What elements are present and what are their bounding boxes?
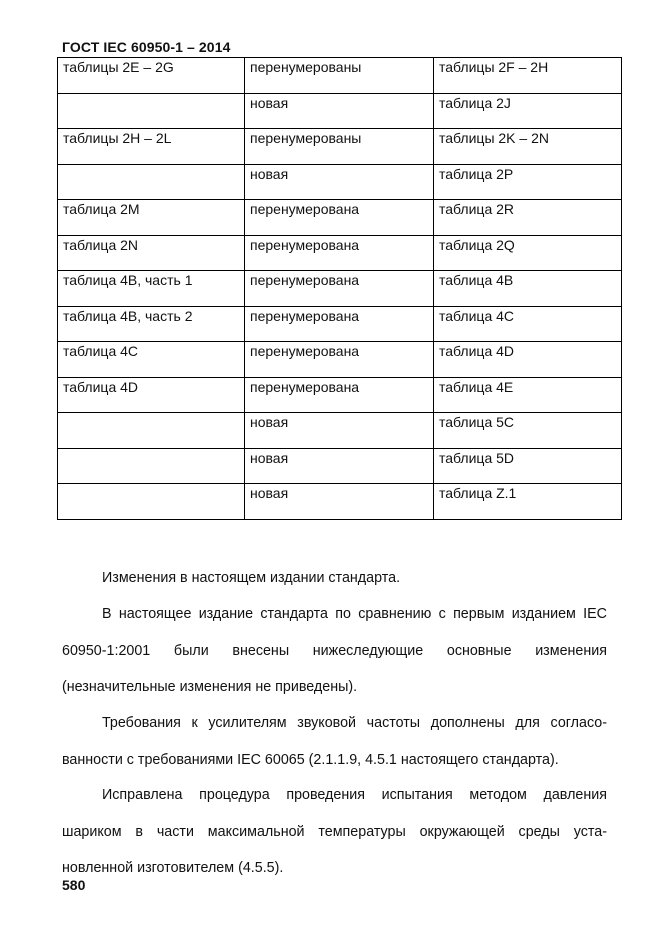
table-cell: перенумерована bbox=[245, 271, 434, 307]
table-cell: перенумерованы bbox=[245, 129, 434, 165]
table-cell: перенумерована bbox=[245, 342, 434, 378]
paragraph-text: В настоящее издание стандарта по сравнению с первым изданием IEC 60950-1:2001 были внесены нижеследующие основные изменения (незначительные изменения не приведены). bbox=[62, 606, 607, 695]
table-cell bbox=[58, 484, 245, 520]
table-row bbox=[58, 448, 622, 484]
table-cell: перенумерованы bbox=[245, 58, 434, 94]
table-cell: таблица 5D bbox=[434, 448, 622, 484]
table-cell: таблица 2M bbox=[58, 200, 245, 236]
table-row bbox=[58, 93, 622, 129]
table-cell: новая bbox=[245, 164, 434, 200]
document-header: ГОСТ IEC 60950-1 – 2014 bbox=[62, 39, 231, 55]
table-cell: таблица 2P bbox=[434, 164, 622, 200]
table-cell: новая bbox=[245, 484, 434, 520]
table-cell: таблица 2Q bbox=[434, 235, 622, 271]
table-row bbox=[58, 306, 622, 342]
table-cell bbox=[58, 93, 245, 129]
table-cell: новая bbox=[245, 448, 434, 484]
table-row bbox=[58, 271, 622, 307]
table-row bbox=[58, 342, 622, 378]
table-cell bbox=[58, 164, 245, 200]
table-cell: таблица 4B bbox=[434, 271, 622, 307]
table-cell: таблица 4C bbox=[434, 306, 622, 342]
table-cell: таблица 4D bbox=[434, 342, 622, 378]
table-row bbox=[58, 484, 622, 520]
table-cell: перенумерована bbox=[245, 235, 434, 271]
paragraph-changes-intro bbox=[62, 560, 607, 597]
table-cell: таблица 4B, часть 1 bbox=[58, 271, 245, 307]
paragraph-ball-pressure-test bbox=[62, 777, 607, 887]
table-cell: перенумерована bbox=[245, 200, 434, 236]
table-row bbox=[58, 235, 622, 271]
table-cell: перенумерована bbox=[245, 306, 434, 342]
table-row bbox=[58, 413, 622, 449]
paragraph-main-changes bbox=[62, 596, 607, 706]
table-cell: таблица 2N bbox=[58, 235, 245, 271]
paragraph-audio-amplifiers bbox=[62, 705, 607, 778]
table-cell: таблицы 2E – 2G bbox=[58, 58, 245, 94]
paragraph-text: Исправлена процедура проведения испытания методом давления шариком в части максимальной температуры окружающей среды уста-новленной изготовителем (4.5.5). bbox=[62, 787, 607, 876]
table-cell bbox=[58, 413, 245, 449]
page-number: 580 bbox=[62, 877, 86, 893]
table-cell: таблица Z.1 bbox=[434, 484, 622, 520]
table-cell: таблица 4E bbox=[434, 377, 622, 413]
table-cell: таблицы 2H – 2L bbox=[58, 129, 245, 165]
table-row bbox=[58, 129, 622, 165]
table-cell: таблица 2R bbox=[434, 200, 622, 236]
table-row bbox=[58, 377, 622, 413]
table-row bbox=[58, 164, 622, 200]
paragraph-text: Требования к усилителям звуковой частоты дополнены для согласо-ванности с требованиями IEC 60065 (2.1.1.9, 4.5.1 настоящего стандарта). bbox=[62, 715, 607, 768]
paragraph-text: Изменения в настоящем издании стандарта. bbox=[102, 570, 401, 586]
table-cell: новая bbox=[245, 93, 434, 129]
renumbering-table bbox=[57, 57, 622, 520]
table-row bbox=[58, 58, 622, 94]
table-cell: новая bbox=[245, 413, 434, 449]
table-cell: таблица 4D bbox=[58, 377, 245, 413]
table-cell: таблица 2J bbox=[434, 93, 622, 129]
table-cell: таблицы 2K – 2N bbox=[434, 129, 622, 165]
table-cell: таблица 4B, часть 2 bbox=[58, 306, 245, 342]
table-cell: таблицы 2F – 2H bbox=[434, 58, 622, 94]
table-body bbox=[58, 58, 622, 520]
table-cell bbox=[58, 448, 245, 484]
table-cell: таблица 5C bbox=[434, 413, 622, 449]
table-cell: перенумерована bbox=[245, 377, 434, 413]
table-cell: таблица 4C bbox=[58, 342, 245, 378]
table-row bbox=[58, 200, 622, 236]
